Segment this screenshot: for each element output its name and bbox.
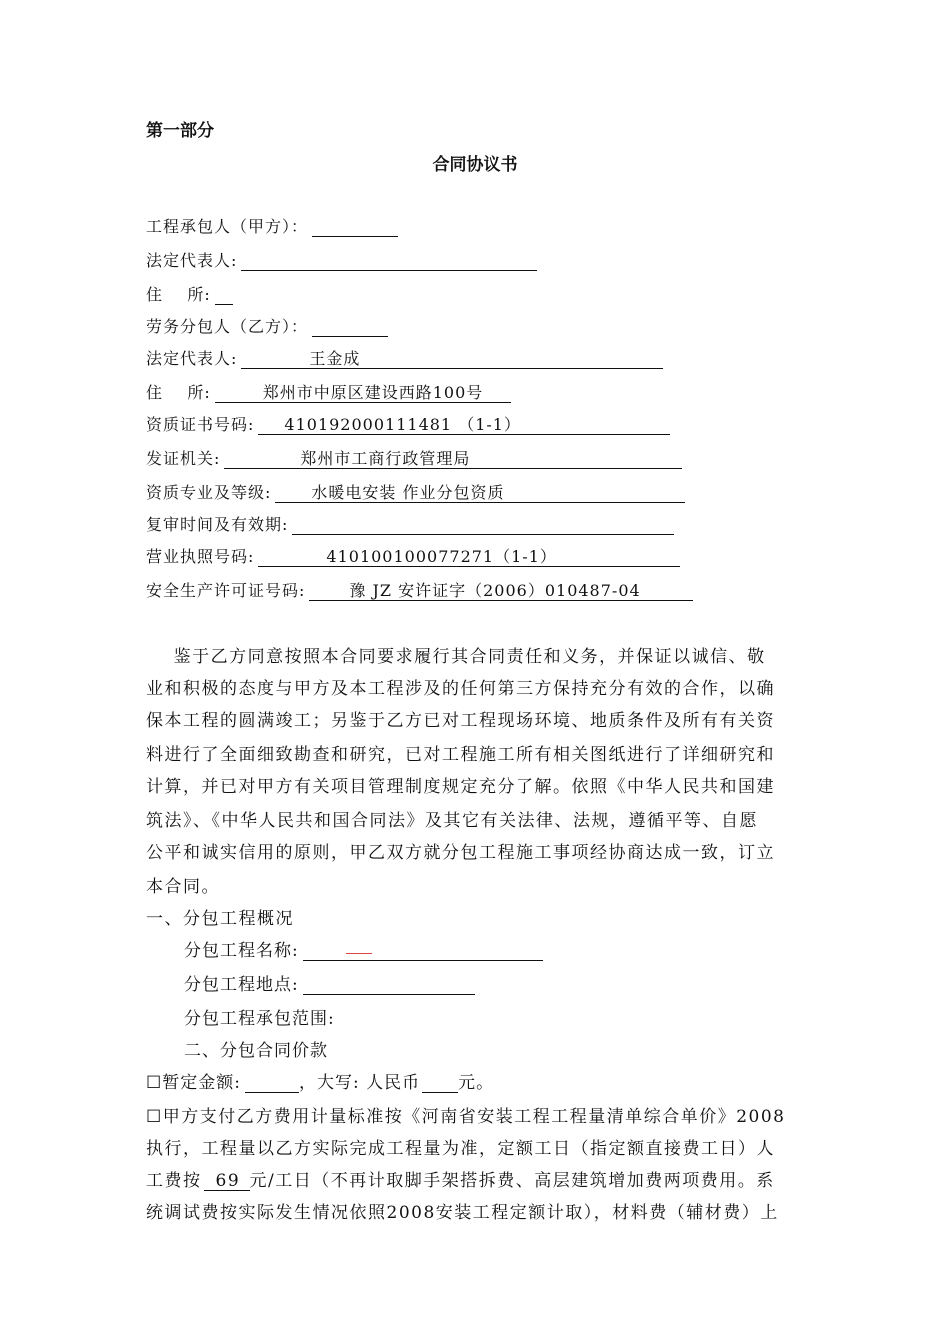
- field-legal-rep-1: [146, 248, 537, 271]
- document-title: 合同协议书: [432, 155, 518, 175]
- labor-prefix: 工费按: [146, 1171, 202, 1191]
- safety-permit-value: 豫 JZ 安许证字（2006）010487-04: [309, 581, 693, 601]
- field-label: 工程承包人（甲方）：: [146, 217, 309, 236]
- labor-rate-value: 69: [204, 1171, 250, 1191]
- preamble-line: 公平和诚实信用的原则，甲乙双方就分包工程施工事项经协商达成一致，订立: [146, 843, 775, 863]
- amount-words-blank: [422, 1073, 458, 1093]
- field-contractor: [146, 214, 398, 237]
- field-review: [146, 512, 674, 535]
- issuer-value: 郑州市工商行政管理局: [224, 449, 682, 469]
- cert-no-value: 410192000111481 （1-1）: [258, 415, 670, 435]
- amount-line: [146, 1068, 494, 1093]
- preamble-line: 筑法》、《中华人民共和国合同法》及其它有关法律、法规，遵循平等、自愿: [146, 811, 758, 831]
- field-address-1: [146, 282, 233, 305]
- field-safety-permit: [146, 578, 693, 601]
- field-label: 住 所:: [146, 383, 211, 402]
- field-label: 复审时间及有效期:: [146, 515, 289, 534]
- field-label: 营业执照号码:: [146, 547, 255, 566]
- field-legal-rep-2: [146, 346, 663, 369]
- payment-line: ☐甲方支付乙方费用计量标准按《河南省安装工程工程量清单综合单价》2008: [146, 1107, 786, 1127]
- payment-line: 执行，工程量以乙方实际完成工程量为准，定额工日（指定额直接费工日）人: [146, 1139, 775, 1159]
- field-label: 法定代表人:: [146, 349, 238, 368]
- address-1-blank: [215, 285, 233, 305]
- labor-suffix: 元/工日（不再计取脚手架搭拆费、高层建筑增加费两项费用。系: [249, 1171, 775, 1191]
- legal-rep-2-value: 王金成: [241, 349, 663, 369]
- preamble-line: 鉴于乙方同意按照本合同要求履行其合同责任和义务，并保证以诚信、敬: [146, 647, 766, 667]
- qualification-value: 水暖电安装 作业分包资质: [275, 483, 685, 503]
- payment-line: 统调试费按实际发生情况依照2008安装工程定额计取），材料费（辅材费）上: [146, 1203, 779, 1223]
- project-location-blank: [303, 975, 475, 995]
- contractor-blank: [312, 217, 398, 237]
- preamble-line: 计算，并已对甲方有关项目管理制度规定充分了解。依照《中华人民共和国建: [146, 777, 775, 797]
- legal-rep-1-blank: [241, 251, 537, 271]
- amount-checkbox-label: ☐暂定金额:: [146, 1073, 241, 1093]
- preamble-line: 本合同。: [146, 877, 220, 897]
- field-cert-no: [146, 412, 670, 435]
- field-label: 资质专业及等级:: [146, 483, 272, 502]
- field-label: 分包工程地点:: [184, 975, 299, 995]
- field-label: 资质证书号码:: [146, 415, 255, 434]
- preamble-line: 业和积极的态度与甲方及本工程涉及的任何第三方保持充分有效的合作，以确: [146, 679, 775, 699]
- field-issuer: [146, 446, 682, 469]
- address-2-value: 郑州市中原区建设西路100号: [215, 383, 511, 403]
- field-qualification: [146, 480, 685, 503]
- field-label: 劳务分包人（乙方）：: [146, 317, 309, 336]
- preamble-line: 料进行了全面细致勘查和研究，已对工程施工所有相关图纸进行了详细研究和: [146, 745, 775, 765]
- field-label: 法定代表人:: [146, 251, 238, 270]
- subcontractor-blank: [312, 317, 388, 337]
- field-label: 发证机关:: [146, 449, 221, 468]
- field-license: [146, 544, 680, 567]
- project-name-blank: [303, 941, 543, 961]
- field-label: 安全生产许可证号码:: [146, 581, 306, 600]
- section-heading-2: 二、分包合同价款: [184, 1041, 328, 1061]
- section-heading-1: 一、分包工程概况: [146, 909, 294, 929]
- red-underline-mark: [346, 953, 372, 954]
- field-project-location: [184, 970, 475, 995]
- amount-mid-text: ，大写: 人民币: [298, 1073, 421, 1093]
- field-label: 分包工程名称:: [184, 941, 299, 961]
- preamble-line: 保本工程的圆满竣工；另鉴于乙方已对工程现场环境、地质条件及所有有关资: [146, 711, 775, 731]
- project-scope-label: 分包工程承包范围:: [184, 1009, 335, 1029]
- review-blank: [292, 515, 674, 535]
- license-value: 410100100077271（1-1）: [258, 547, 680, 567]
- amount-suffix-text: 元。: [458, 1073, 495, 1093]
- field-label: 住 所:: [146, 285, 211, 304]
- field-subcontractor: [146, 314, 388, 337]
- part-heading: 第一部分: [146, 121, 214, 141]
- amount-blank: [245, 1073, 299, 1093]
- payment-line-labor: [146, 1166, 806, 1191]
- field-address-2: [146, 380, 511, 403]
- field-project-name: [184, 936, 543, 961]
